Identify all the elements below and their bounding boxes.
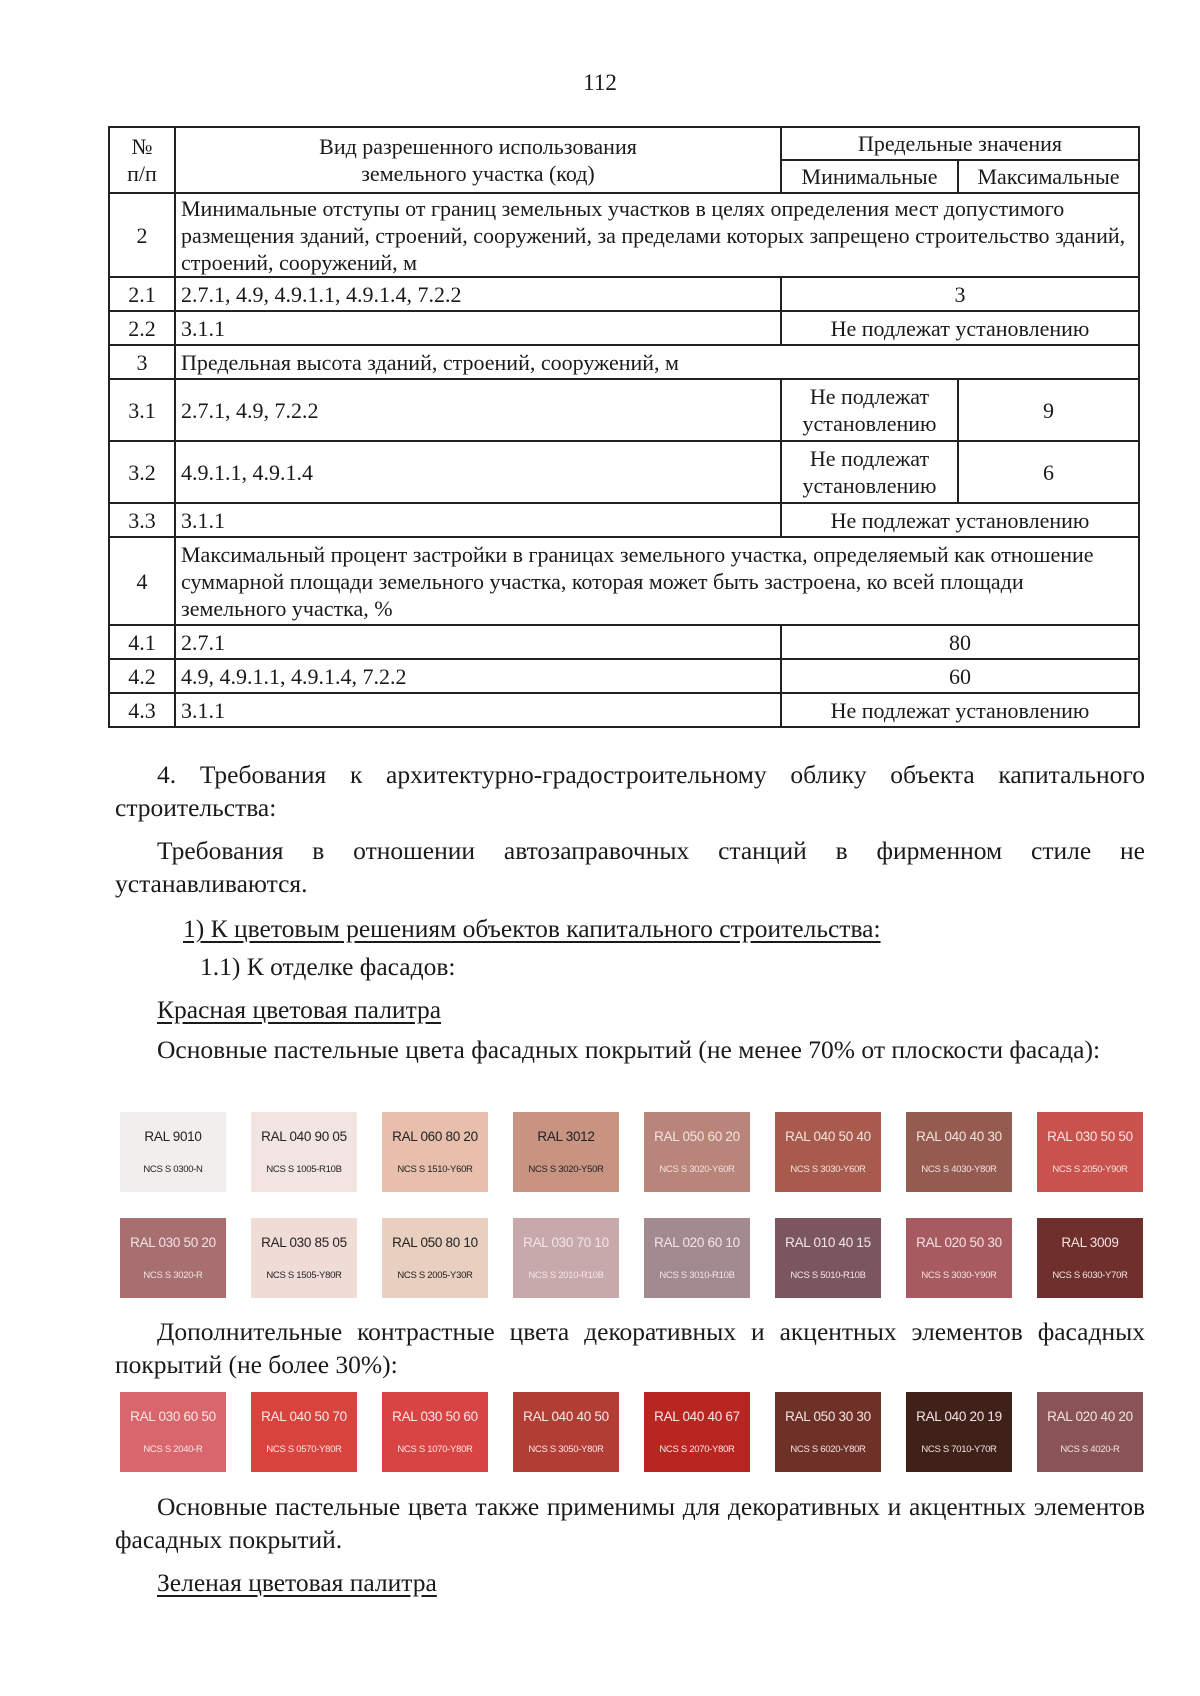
- header-num: № п/п: [109, 127, 175, 193]
- swatch-ral-code: RAL 3012: [537, 1129, 595, 1144]
- table-row: [109, 693, 1139, 727]
- row-value: Не подлежат установлению: [781, 311, 1139, 345]
- swatch-ral-code: RAL 040 40 67: [654, 1409, 740, 1424]
- color-swatch: [906, 1392, 1012, 1472]
- swatch-ral-code: RAL 050 80 10: [392, 1235, 478, 1250]
- row-num: 3.1: [109, 379, 175, 441]
- table-row: [109, 441, 1139, 503]
- swatch-ral-code: RAL 050 30 30: [785, 1409, 871, 1424]
- row-code: 2.7.1: [175, 625, 781, 659]
- accent-colors-paragraph: Дополнительные контрастные цвета декоративных и акцентных элементов фасадных покрытий (не более 30%):: [115, 1317, 1145, 1379]
- color-swatch: [120, 1112, 226, 1192]
- swatch-ncs-code: NCS S 2005-Y30R: [397, 1270, 473, 1281]
- azs-paragraph: Требования в отношении автозаправочных станций в фирменном стиле не устанавливаются.: [115, 836, 1145, 898]
- row-num: 3: [109, 345, 175, 379]
- table-row: [109, 659, 1139, 693]
- row-value: 3: [781, 277, 1139, 311]
- color-swatch: [382, 1112, 488, 1192]
- table-row: [109, 379, 1139, 441]
- row-code: 2.7.1, 4.9, 7.2.2: [175, 379, 781, 441]
- swatch-ncs-code: NCS S 4030-Y80R: [921, 1164, 997, 1175]
- swatch-ral-code: RAL 040 50 70: [261, 1409, 347, 1424]
- swatch-ral-code: RAL 030 60 50: [130, 1409, 216, 1424]
- color-swatch: [644, 1392, 750, 1472]
- row-num: 2: [109, 193, 175, 277]
- row-value: 60: [781, 659, 1139, 693]
- color-swatch: [1037, 1392, 1143, 1472]
- main-palette-row-2: [120, 1218, 1140, 1298]
- page-number: 112: [583, 70, 617, 95]
- swatch-ral-code: RAL 060 80 20: [392, 1129, 478, 1144]
- swatch-ral-code: RAL 030 85 05: [261, 1235, 347, 1250]
- swatch-ncs-code: NCS S 6020-Y80R: [790, 1444, 866, 1455]
- swatch-ncs-code: NCS S 3010-R10B: [659, 1270, 735, 1281]
- limits-table: [108, 126, 1140, 728]
- table-row: [109, 277, 1139, 311]
- header-use: Вид разрешенного использования земельного участка (код): [175, 127, 781, 193]
- color-swatch: [120, 1392, 226, 1472]
- swatch-ncs-code: NCS S 1505-Y80R: [266, 1270, 342, 1281]
- requirements-paragraph: 4. Требования к архитектурно-градостроительному облику объекта капитального строительства:: [115, 760, 1145, 822]
- color-swatch: [251, 1392, 357, 1472]
- row-value: Не подлежат установлению: [781, 693, 1139, 727]
- row-num: 3.2: [109, 441, 175, 503]
- swatch-ral-code: RAL 030 50 60: [392, 1409, 478, 1424]
- color-swatch: [906, 1218, 1012, 1298]
- row-value: 80: [781, 625, 1139, 659]
- row-section-title: Минимальные отступы от границ земельных участков в целях определения мест допустимого размещения зданий, строений, сооружений, за пределами которых запрещено строительство зданий, строений, сооружений, м: [175, 193, 1139, 277]
- swatch-ral-code: RAL 3009: [1061, 1235, 1119, 1250]
- main-colors-paragraph: Основные пастельные цвета фасадных покрытий (не менее 70% от плоскости фасада):: [157, 1035, 1101, 1064]
- color-swatch: [906, 1112, 1012, 1192]
- header-max: Максимальные: [958, 160, 1139, 193]
- color-swatch: [1037, 1112, 1143, 1192]
- swatch-ncs-code: NCS S 3030-Y60R: [790, 1164, 866, 1175]
- table-row: [109, 503, 1139, 537]
- swatch-ncs-code: NCS S 3050-Y80R: [528, 1444, 604, 1455]
- color-swatch: [775, 1392, 881, 1472]
- color-swatch: [1037, 1218, 1143, 1298]
- swatch-ncs-code: NCS S 3020-Y50R: [528, 1164, 604, 1175]
- row-num: 3.3: [109, 503, 175, 537]
- red-palette-title: Красная цветовая палитра: [157, 995, 442, 1024]
- facade-finish-item: 1.1) К отделке фасадов:: [200, 952, 456, 981]
- row-num: 4.3: [109, 693, 175, 727]
- color-swatch: [251, 1218, 357, 1298]
- swatch-ncs-code: NCS S 0570-Y80R: [266, 1444, 342, 1455]
- color-swatch: [513, 1392, 619, 1472]
- color-swatch: [513, 1112, 619, 1192]
- swatch-ncs-code: NCS S 6030-Y70R: [1052, 1270, 1128, 1281]
- swatch-ncs-code: NCS S 3020-R: [143, 1270, 203, 1281]
- color-swatch: [382, 1218, 488, 1298]
- also-applicable-paragraph: Основные пастельные цвета также применимы для декоративных и акцентных элементов фасадных покрытий.: [115, 1492, 1145, 1554]
- table-row: [109, 537, 1139, 625]
- color-swatch: [120, 1218, 226, 1298]
- row-max: 6: [958, 441, 1139, 503]
- swatch-ncs-code: NCS S 2010-R10B: [528, 1270, 604, 1281]
- row-num: 4: [109, 537, 175, 625]
- table-row: [109, 311, 1139, 345]
- swatch-ral-code: RAL 040 40 30: [916, 1129, 1002, 1144]
- color-swatch: [775, 1112, 881, 1192]
- swatch-ral-code: RAL 020 50 30: [916, 1235, 1002, 1250]
- color-swatch: [382, 1392, 488, 1472]
- main-palette-row-1: [120, 1112, 1140, 1192]
- row-section-title: Максимальный процент застройки в границах земельного участка, определяемый как отношение суммарной площади земельного участка, которая может быть застроена, ко всей площади земельного участка, %: [175, 537, 1139, 625]
- row-min: Не подлежат установлению: [781, 441, 958, 503]
- swatch-ral-code: RAL 030 50 50: [1047, 1129, 1133, 1144]
- row-value: Не подлежат установлению: [781, 503, 1139, 537]
- color-swatch: [644, 1218, 750, 1298]
- row-code: 3.1.1: [175, 693, 781, 727]
- swatch-ral-code: RAL 9010: [144, 1129, 202, 1144]
- color-swatch: [775, 1218, 881, 1298]
- swatch-ncs-code: NCS S 2070-Y80R: [659, 1444, 735, 1455]
- swatch-ncs-code: NCS S 7010-Y70R: [921, 1444, 997, 1455]
- swatch-ral-code: RAL 010 40 15: [785, 1235, 871, 1250]
- swatch-ral-code: RAL 040 40 50: [523, 1409, 609, 1424]
- row-min: Не подлежат установлению: [781, 379, 958, 441]
- row-code: 2.7.1, 4.9, 4.9.1.1, 4.9.1.4, 7.2.2: [175, 277, 781, 311]
- table-row: [109, 345, 1139, 379]
- color-swatch: [251, 1112, 357, 1192]
- swatch-ncs-code: NCS S 3020-Y60R: [659, 1164, 735, 1175]
- row-code: 3.1.1: [175, 311, 781, 345]
- table-row: [109, 193, 1139, 277]
- swatch-ral-code: RAL 040 90 05: [261, 1129, 347, 1144]
- swatch-ral-code: RAL 030 70 10: [523, 1235, 609, 1250]
- row-max: 9: [958, 379, 1139, 441]
- row-num: 4.1: [109, 625, 175, 659]
- accent-palette-row: [120, 1392, 1140, 1472]
- swatch-ncs-code: NCS S 2040-R: [143, 1444, 203, 1455]
- header-limits: Предельные значения: [781, 127, 1139, 160]
- swatch-ral-code: RAL 030 50 20: [130, 1235, 216, 1250]
- row-code: 3.1.1: [175, 503, 781, 537]
- header-min: Минимальные: [781, 160, 958, 193]
- swatch-ral-code: RAL 020 60 10: [654, 1235, 740, 1250]
- color-swatch: [513, 1218, 619, 1298]
- swatch-ncs-code: NCS S 2050-Y90R: [1052, 1164, 1128, 1175]
- green-palette-title: Зеленая цветовая палитра: [157, 1568, 437, 1597]
- swatch-ncs-code: NCS S 3030-Y90R: [921, 1270, 997, 1281]
- swatch-ral-code: RAL 040 20 19: [916, 1409, 1002, 1424]
- row-num: 2.1: [109, 277, 175, 311]
- swatch-ral-code: RAL 040 50 40: [785, 1129, 871, 1144]
- row-code: 4.9, 4.9.1.1, 4.9.1.4, 7.2.2: [175, 659, 781, 693]
- swatch-ncs-code: NCS S 4020-R: [1060, 1444, 1120, 1455]
- color-solutions-item: 1) К цветовым решениям объектов капитального строительства:: [183, 914, 881, 943]
- swatch-ncs-code: NCS S 5010-R10B: [790, 1270, 866, 1281]
- swatch-ncs-code: NCS S 1070-Y80R: [397, 1444, 473, 1455]
- swatch-ncs-code: NCS S 1510-Y60R: [397, 1164, 473, 1175]
- swatch-ncs-code: NCS S 1005-R10B: [266, 1164, 342, 1175]
- swatch-ral-code: RAL 050 60 20: [654, 1129, 740, 1144]
- row-section-title: Предельная высота зданий, строений, сооружений, м: [175, 345, 1139, 379]
- row-code: 4.9.1.1, 4.9.1.4: [175, 441, 781, 503]
- color-swatch: [644, 1112, 750, 1192]
- swatch-ral-code: RAL 020 40 20: [1047, 1409, 1133, 1424]
- row-num: 2.2: [109, 311, 175, 345]
- row-num: 4.2: [109, 659, 175, 693]
- swatch-ncs-code: NCS S 0300-N: [143, 1164, 203, 1175]
- table-row: [109, 625, 1139, 659]
